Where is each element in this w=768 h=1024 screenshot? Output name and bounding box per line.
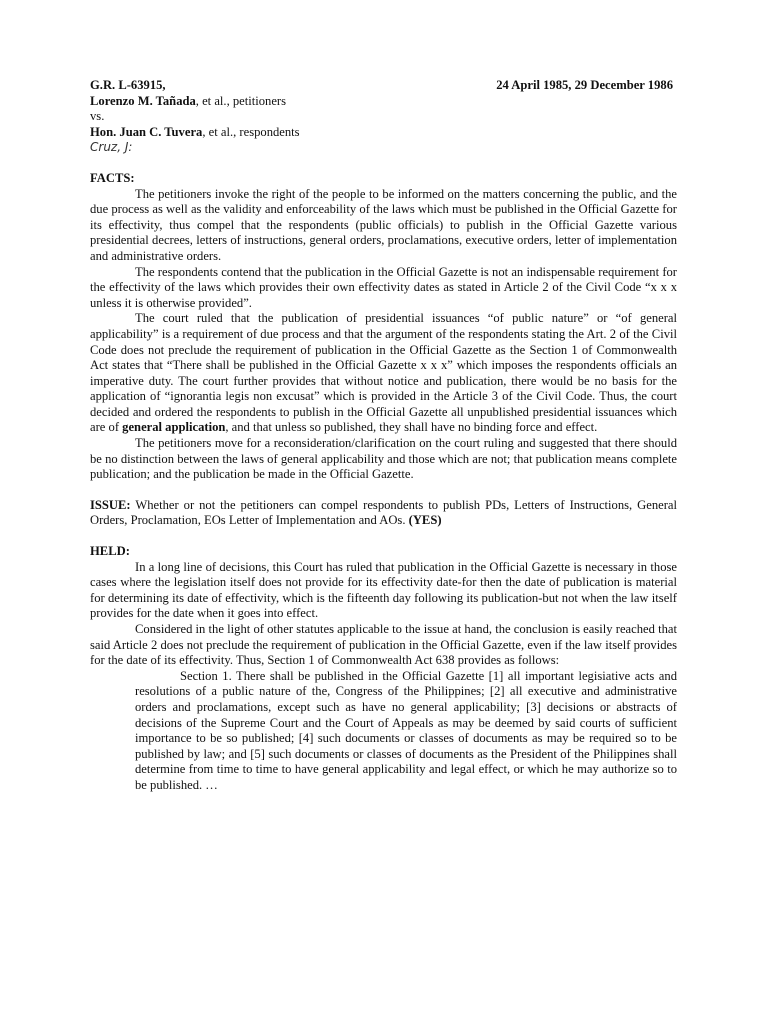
versus: vs.	[90, 109, 105, 124]
respondent-name: Hon. Juan C. Tuvera	[90, 124, 203, 139]
ponente: Cruz, J:	[90, 140, 133, 155]
petitioner-suffix: , et al., petitioners	[195, 93, 287, 108]
case-digest-page	[90, 78, 677, 794]
respondent-suffix: , et al., respondents	[202, 124, 300, 139]
case-header	[90, 78, 677, 94]
issue-answer: (YES)	[408, 513, 442, 528]
facts-heading: FACTS:	[90, 170, 135, 185]
held-paragraph-1: In a long line of decisions, this Court has ruled that publication in the Official Gazette is necessary in those cases where the legislation itself does not provide for its effectivity date-for then the date of publication is material for determining its date of effectivity, which is the fifteenth day following its publication-but not when the law itself provides for the date when it goes into effect.	[90, 559, 677, 621]
petitioner-name: Lorenzo M. Tañada	[90, 93, 196, 108]
petitioner-line	[90, 94, 677, 110]
decision-dates: 24 April 1985, 29 December 1986	[496, 78, 673, 92]
facts-paragraph-3	[90, 311, 677, 436]
facts-paragraph-4: The petitioners move for a reconsideration/clarification on the court ruling and suggested that there should be no distinction between the laws of general applicability and those which are not; that publication means complete publication; and the publication be made in the Official Gazette.	[90, 436, 677, 482]
facts-p3-before: The court ruled that the publication of presidential issuances “of public nature” or “of general applicability” is a requirement of due process and that the argument of the respondents stating the Art. 2 of the Civil Code does not preclude the requirement of publication in the Official Gazette as the Section 1 of Commonwealth Act states that “There shall be published in the Official Gazette x x x” which imposes the respondents officials an imperative duty. The court further provides that without notice and publication, there would be no basis for the application of “ignorantia legis non excusat” which is provided in the Article 3 of the Civil Code. Thus, the court decided and ordered the respondents to publish in the Official Gazette all unpublished presidential issuances which are of	[90, 311, 677, 435]
issue-label: ISSUE:	[90, 497, 131, 512]
held-quotation: Section 1. There shall be published in the Official Gazette [1] all important legisiative acts and resolutions of a public nature of the, Congress of the Philippines; [2] all executive and administrative orders and proclamations, except such as have no general applicability; [3] decisions or abstracts of decisions of the Supreme Court and the Court of Appeals as may be deemed by said courts of sufficient importance to be so published; [4] such documents or classes of documents as may be required so to be published by law; and [5] such documents or classes of documents as the President of the Philippines shall determine from time to time to have general applicability and legal effect, or which he may authorize so to be published. …	[135, 668, 677, 792]
facts-p3-after: , and that unless so published, they shall have no binding force and effect.	[225, 420, 598, 435]
issue-section	[90, 498, 677, 529]
held-heading: HELD:	[90, 544, 130, 559]
held-paragraph-2: Considered in the light of other statutes applicable to the issue at hand, the conclusion is easily reached that said Article 2 does not preclude the requirement of publication in the Official Gazette, even if the law itself provides for the date of its effectivity. Thus, Section 1 of Commonwealth Act 638 provides as follows:	[90, 622, 677, 668]
facts-paragraph-1: The petitioners invoke the right of the people to be informed on the matters concerning the public, and the due process as well as the validity and enforceability of the laws which must be published in the Official Gazette for its effectivity, thus compel that the respondents (public officials) to publish in the Official Gazette various presidential decrees, letters of instructions, general orders, proclamations, executive orders, letter of implementation and administrative orders.	[90, 186, 677, 263]
issue-text: Whether or not the petitioners can compel respondents to publish PDs, Letters of Instructions, General Orders, Proclamation, EOs Letter of Implementation and AOs.	[90, 497, 677, 528]
facts-p3-bold: general application	[122, 420, 226, 435]
gr-number: G.R. L-63915,	[90, 78, 166, 92]
facts-paragraph-2: The respondents contend that the publication in the Official Gazette is not an indispensable requirement for the effectivity of the laws which provides their own effectivity dates as stated in Article 2 of the Civil Code “x x x unless it is otherwise provided”.	[90, 264, 677, 310]
respondent-line	[90, 125, 677, 141]
